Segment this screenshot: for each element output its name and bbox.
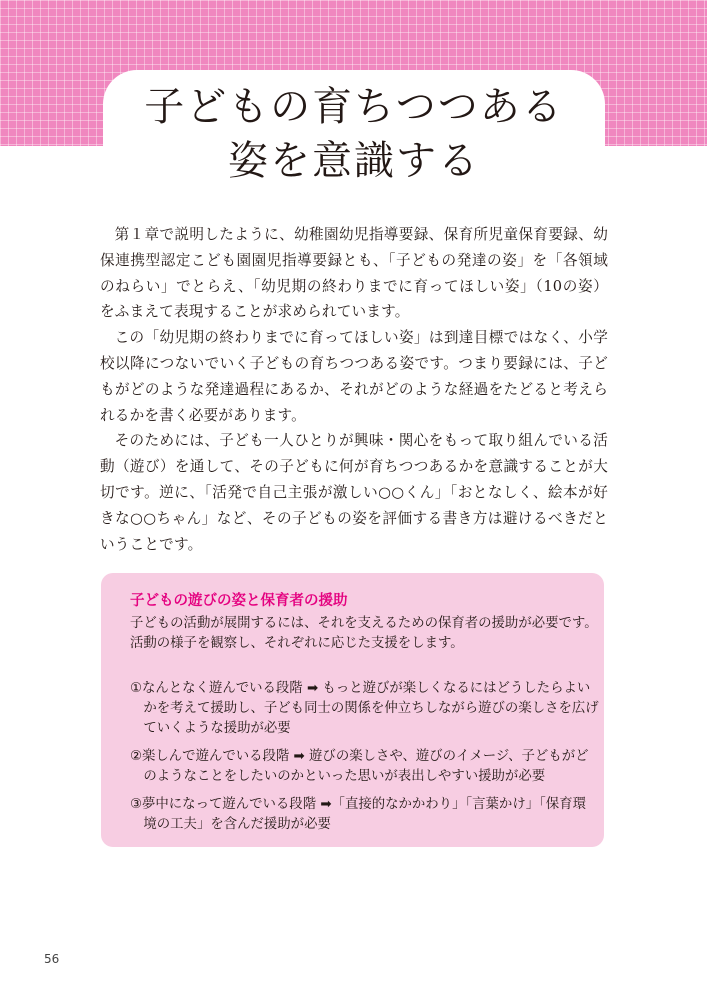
- stage-item-3: [130, 795, 590, 835]
- body-text: [100, 222, 608, 557]
- aside-intro-line: 活動の様子を観察し、それぞれに応じた支援をします。: [130, 636, 464, 651]
- stage-item-line: ①なんとなく遊んでいる段階 ➡ もっと遊びが楽しくなるにはどうしたらよい: [130, 681, 591, 696]
- stage-item-line: ていくような援助が必要: [143, 721, 291, 736]
- stage-item-line: 境の工夫」を含んだ援助が必要: [143, 817, 331, 832]
- aside-stage-list: [130, 679, 599, 843]
- page-title-line-2: 姿を意識する: [228, 138, 480, 184]
- page-title: [103, 80, 605, 188]
- stage-item-line: かを考えて援助し、子ども同士の関係を仲立ちしながら遊びの楽しさを広げ: [143, 701, 599, 716]
- stage-item-2: [130, 747, 590, 787]
- body-paragraph: そのためには、子ども一人ひとりが興味・関心をもって取り組んでいる活動（遊び）を通して、その子どもに何が育ちつつあるかを意識することが大切です。逆に、「活発で自己主張が激しい○○くん」「おとなしく、絵本が好きな○○ちゃん」など、その子どもの姿を評価する書き方は避けるべきだということです。: [100, 432, 608, 553]
- body-paragraph: 第１章で説明したように、幼稚園幼児指導要録、保育所児童保育要録、幼保連携型認定こども園園児指導要録とも、「子どもの発達の姿」を「各領域のねらい」でとらえ、「幼児期の終わりまでに育ってほしい姿」（10の姿）をふまえて表現することが求められています。: [100, 226, 608, 321]
- body-paragraph: この「幼児期の終わりまでに育ってほしい姿」は到達目標ではなく、小学校以降につないでいく子どもの育ちつつある姿です。つまり要録には、子どもがどのような発達過程にあるか、それがどのような経過をたどると考えられるかを書く必要があります。: [100, 329, 608, 424]
- page-title-line-1: 子どもの育ちつつある: [144, 84, 564, 130]
- aside-title: 子どもの遊びの姿と保育者の援助: [130, 593, 348, 609]
- aside-intro: [130, 614, 598, 654]
- stage-item-line: のようなことをしたいのかといった思いが表出しやすい援助が必要: [143, 769, 546, 784]
- stage-item-line: ③夢中になって遊んでいる段階 ➡「直接的なかかわり」「言葉かけ」「保育環: [130, 797, 586, 812]
- stage-item-line: ②楽しんで遊んでいる段階 ➡ 遊びの楽しさや、遊びのイメージ、子どもがど: [130, 749, 589, 764]
- page-number: 56: [44, 952, 60, 966]
- stage-item-1: [130, 679, 599, 739]
- aside-intro-line: 子どもの活動が展開するには、それを支えるための保育者の援助が必要です。: [130, 616, 598, 631]
